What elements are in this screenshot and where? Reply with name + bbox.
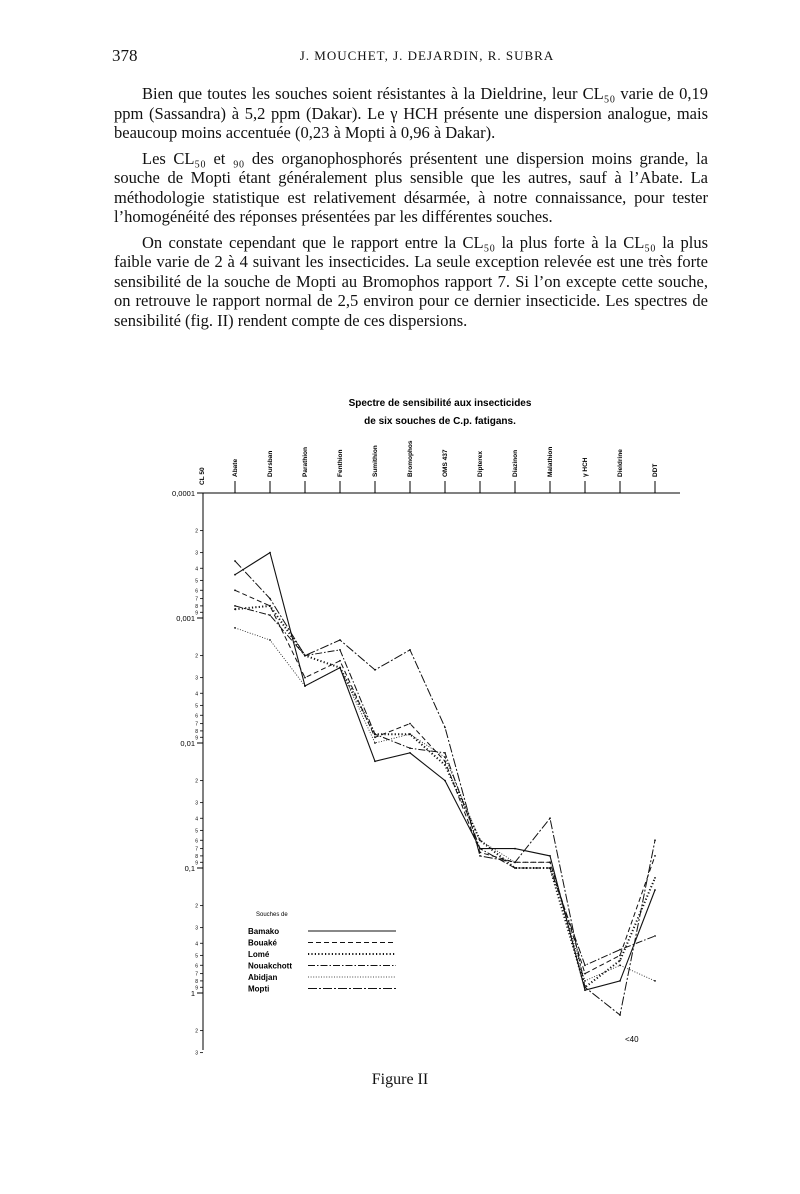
- y-minor-label: 3: [195, 1050, 198, 1057]
- data-point: [409, 733, 411, 735]
- y-minor-label: 3: [195, 550, 198, 557]
- series-line-lomé: [235, 606, 655, 987]
- data-point: [304, 655, 306, 657]
- y-tick-label: 0,0001: [172, 489, 195, 498]
- x-category-label: γ HCH: [582, 457, 589, 477]
- data-point: [304, 685, 306, 687]
- x-category-label: Bromophos: [407, 440, 414, 477]
- legend-label: Abidjan: [248, 973, 278, 982]
- y-minor-label: 5: [195, 828, 198, 835]
- y-minor-label: 4: [195, 941, 198, 948]
- data-point: [549, 867, 551, 869]
- data-point: [234, 560, 236, 562]
- data-point: [479, 848, 481, 850]
- data-point: [619, 949, 621, 951]
- data-point: [514, 861, 516, 863]
- y-tick-label: 0,1: [184, 864, 195, 873]
- chart-title-line-2: de six souches de C.p. fatigans.: [364, 416, 516, 427]
- y-minor-label: 2: [195, 653, 198, 660]
- x-category-label: Diazinon: [512, 449, 519, 477]
- y-minor-label: 5: [195, 578, 198, 585]
- data-point: [549, 817, 551, 819]
- data-point: [269, 614, 271, 616]
- y-minor-label: 2: [195, 528, 198, 535]
- paragraph-2: Les CL₅₀ et ₉₀ des organophosphorés présentent une dispersion moins grande, la souche de Mopti étant généralement plus sensible que les autres, sauf à l’Abate. La méthodologie statistique est relativement désarmée, à notre connaissance, pour tester l’homogénéité des réponses présentées par les différentes souches.: [114, 148, 708, 226]
- y-minor-label: 8: [195, 603, 198, 610]
- annotation-lt40: <40: [625, 1035, 639, 1044]
- y-minor-label: 9: [195, 985, 198, 992]
- series-line-mopti: [235, 561, 655, 1015]
- y-axis-title: CL 50: [199, 467, 206, 485]
- paragraph-1: Bien que toutes les souches soient résistantes à la Dieldrine, leur CL₅₀ varie de 0,19 ppm (Sassandra) à 5,2 ppm (Dakar). Le γ HCH présente une dispersion analogue, mais beaucoup moins accentuée (0,23 à Mopti à 0,96 à Dakar).: [114, 84, 708, 142]
- page-header: [112, 46, 712, 70]
- data-point: [269, 552, 271, 554]
- data-point: [654, 889, 656, 891]
- y-minor-label: 7: [195, 971, 198, 978]
- x-category-label: Dieldrine: [617, 449, 624, 477]
- x-category-label: Fenthion: [337, 449, 344, 477]
- data-point: [269, 598, 271, 600]
- data-point: [479, 839, 481, 841]
- data-point: [269, 639, 271, 641]
- y-minor-label: 8: [195, 853, 198, 860]
- y-minor-label: 5: [195, 953, 198, 960]
- y-minor-label: 9: [195, 860, 198, 867]
- data-point: [374, 733, 376, 735]
- body-text: [114, 84, 708, 330]
- data-point: [234, 605, 236, 607]
- data-point: [619, 960, 621, 962]
- data-point: [269, 605, 271, 607]
- data-point: [444, 752, 446, 754]
- data-point: [654, 935, 656, 937]
- data-point: [409, 723, 411, 725]
- chart-legend: [248, 912, 396, 994]
- data-point: [654, 855, 656, 857]
- legend-label: Lomé: [248, 950, 270, 959]
- y-tick-label: 0,01: [180, 739, 195, 748]
- legend-label: Bouaké: [248, 938, 277, 948]
- y-minor-label: 3: [195, 675, 198, 682]
- data-point: [444, 756, 446, 758]
- data-point: [444, 764, 446, 766]
- data-point: [339, 649, 341, 651]
- legend-label: Mopti: [248, 984, 270, 994]
- x-category-label: OMS 437: [442, 449, 449, 477]
- data-point: [374, 742, 376, 744]
- y-minor-label: 4: [195, 691, 198, 698]
- data-point: [234, 574, 236, 576]
- y-minor-label: 5: [195, 703, 198, 710]
- data-point: [584, 973, 586, 975]
- data-point: [444, 760, 446, 762]
- data-point: [409, 752, 411, 754]
- data-point: [374, 736, 376, 738]
- x-category-label: DDT: [652, 463, 659, 477]
- x-category-label: Parathion: [302, 447, 309, 477]
- data-point: [409, 747, 411, 749]
- data-point: [339, 639, 341, 641]
- data-point: [549, 861, 551, 863]
- running-head: J. MOUCHET, J. DEJARDIN, R. SUBRA: [299, 48, 555, 63]
- y-minor-label: 9: [195, 610, 198, 617]
- data-point: [514, 848, 516, 850]
- legend-label: Bamako: [248, 927, 280, 936]
- data-point: [234, 627, 236, 629]
- chart-title-line-1: Spectre de sensibilité aux insecticides: [348, 398, 532, 409]
- data-point: [339, 667, 341, 669]
- sensitivity-chart: [0, 390, 800, 1080]
- data-point: [479, 855, 481, 857]
- data-point: [444, 727, 446, 729]
- x-category-label: Dursban: [267, 450, 274, 477]
- series-line-abidjan: [235, 628, 655, 981]
- data-point: [654, 839, 656, 841]
- data-point: [234, 589, 236, 591]
- y-minor-label: 6: [195, 588, 198, 595]
- y-minor-label: 6: [195, 838, 198, 845]
- figure-chart: [0, 390, 800, 1080]
- data-point: [654, 980, 656, 982]
- legend-title: Souches de: [256, 912, 288, 918]
- y-minor-label: 6: [195, 963, 198, 970]
- x-category-label: Sumithion: [372, 445, 379, 477]
- data-point: [654, 877, 656, 879]
- data-point: [619, 964, 621, 966]
- y-minor-label: 8: [195, 728, 198, 735]
- y-minor-label: 3: [195, 925, 198, 932]
- y-minor-label: 4: [195, 566, 198, 573]
- data-point: [619, 980, 621, 982]
- paragraph-3: On constate cependant que le rapport entre la CL₅₀ la plus forte à la CL₅₀ la plus faible varie de 2 à 4 suivant les insecticides. La seule exception relevée est une très forte sensibilité de la souche de Mopti au Bromophos rapport 7. Si l’on excepte cette souche, on retrouve le rapport normal de 2,5 environ pour ce dernier insecticide. Les spectres de sensibilité (fig. II) rendent compte de ces dispersions.: [114, 232, 708, 330]
- data-point: [584, 980, 586, 982]
- y-minor-label: 7: [195, 596, 198, 603]
- y-minor-label: 2: [195, 903, 198, 910]
- y-minor-label: 2: [195, 778, 198, 785]
- page-number: 378: [112, 46, 138, 65]
- y-minor-label: 9: [195, 735, 198, 742]
- y-minor-label: 6: [195, 713, 198, 720]
- x-category-label: Abate: [232, 458, 239, 477]
- data-point: [374, 669, 376, 671]
- series-line-bamako: [235, 553, 655, 991]
- y-minor-label: 7: [195, 721, 198, 728]
- y-minor-label: 8: [195, 978, 198, 985]
- data-point: [584, 964, 586, 966]
- figure-caption: Figure II: [371, 1071, 429, 1088]
- data-point: [374, 760, 376, 762]
- y-tick-label: 1: [190, 989, 195, 998]
- y-tick-label: 0,001: [176, 614, 195, 623]
- chart-series: [234, 552, 656, 1016]
- data-point: [619, 1014, 621, 1016]
- data-point: [339, 660, 341, 662]
- y-minor-label: 2: [195, 1028, 198, 1035]
- data-point: [409, 649, 411, 651]
- data-point: [584, 986, 586, 988]
- data-point: [444, 780, 446, 782]
- y-minor-label: 4: [195, 816, 198, 823]
- data-point: [549, 855, 551, 857]
- y-minor-label: 7: [195, 846, 198, 853]
- data-point: [234, 608, 236, 610]
- x-category-label: Dipterex: [477, 450, 484, 477]
- data-point: [584, 989, 586, 991]
- x-category-label: Malathion: [547, 446, 554, 477]
- legend-label: Nouakchott: [248, 961, 292, 971]
- data-point: [304, 677, 306, 679]
- data-point: [619, 955, 621, 957]
- data-point: [514, 867, 516, 869]
- y-minor-label: 3: [195, 800, 198, 807]
